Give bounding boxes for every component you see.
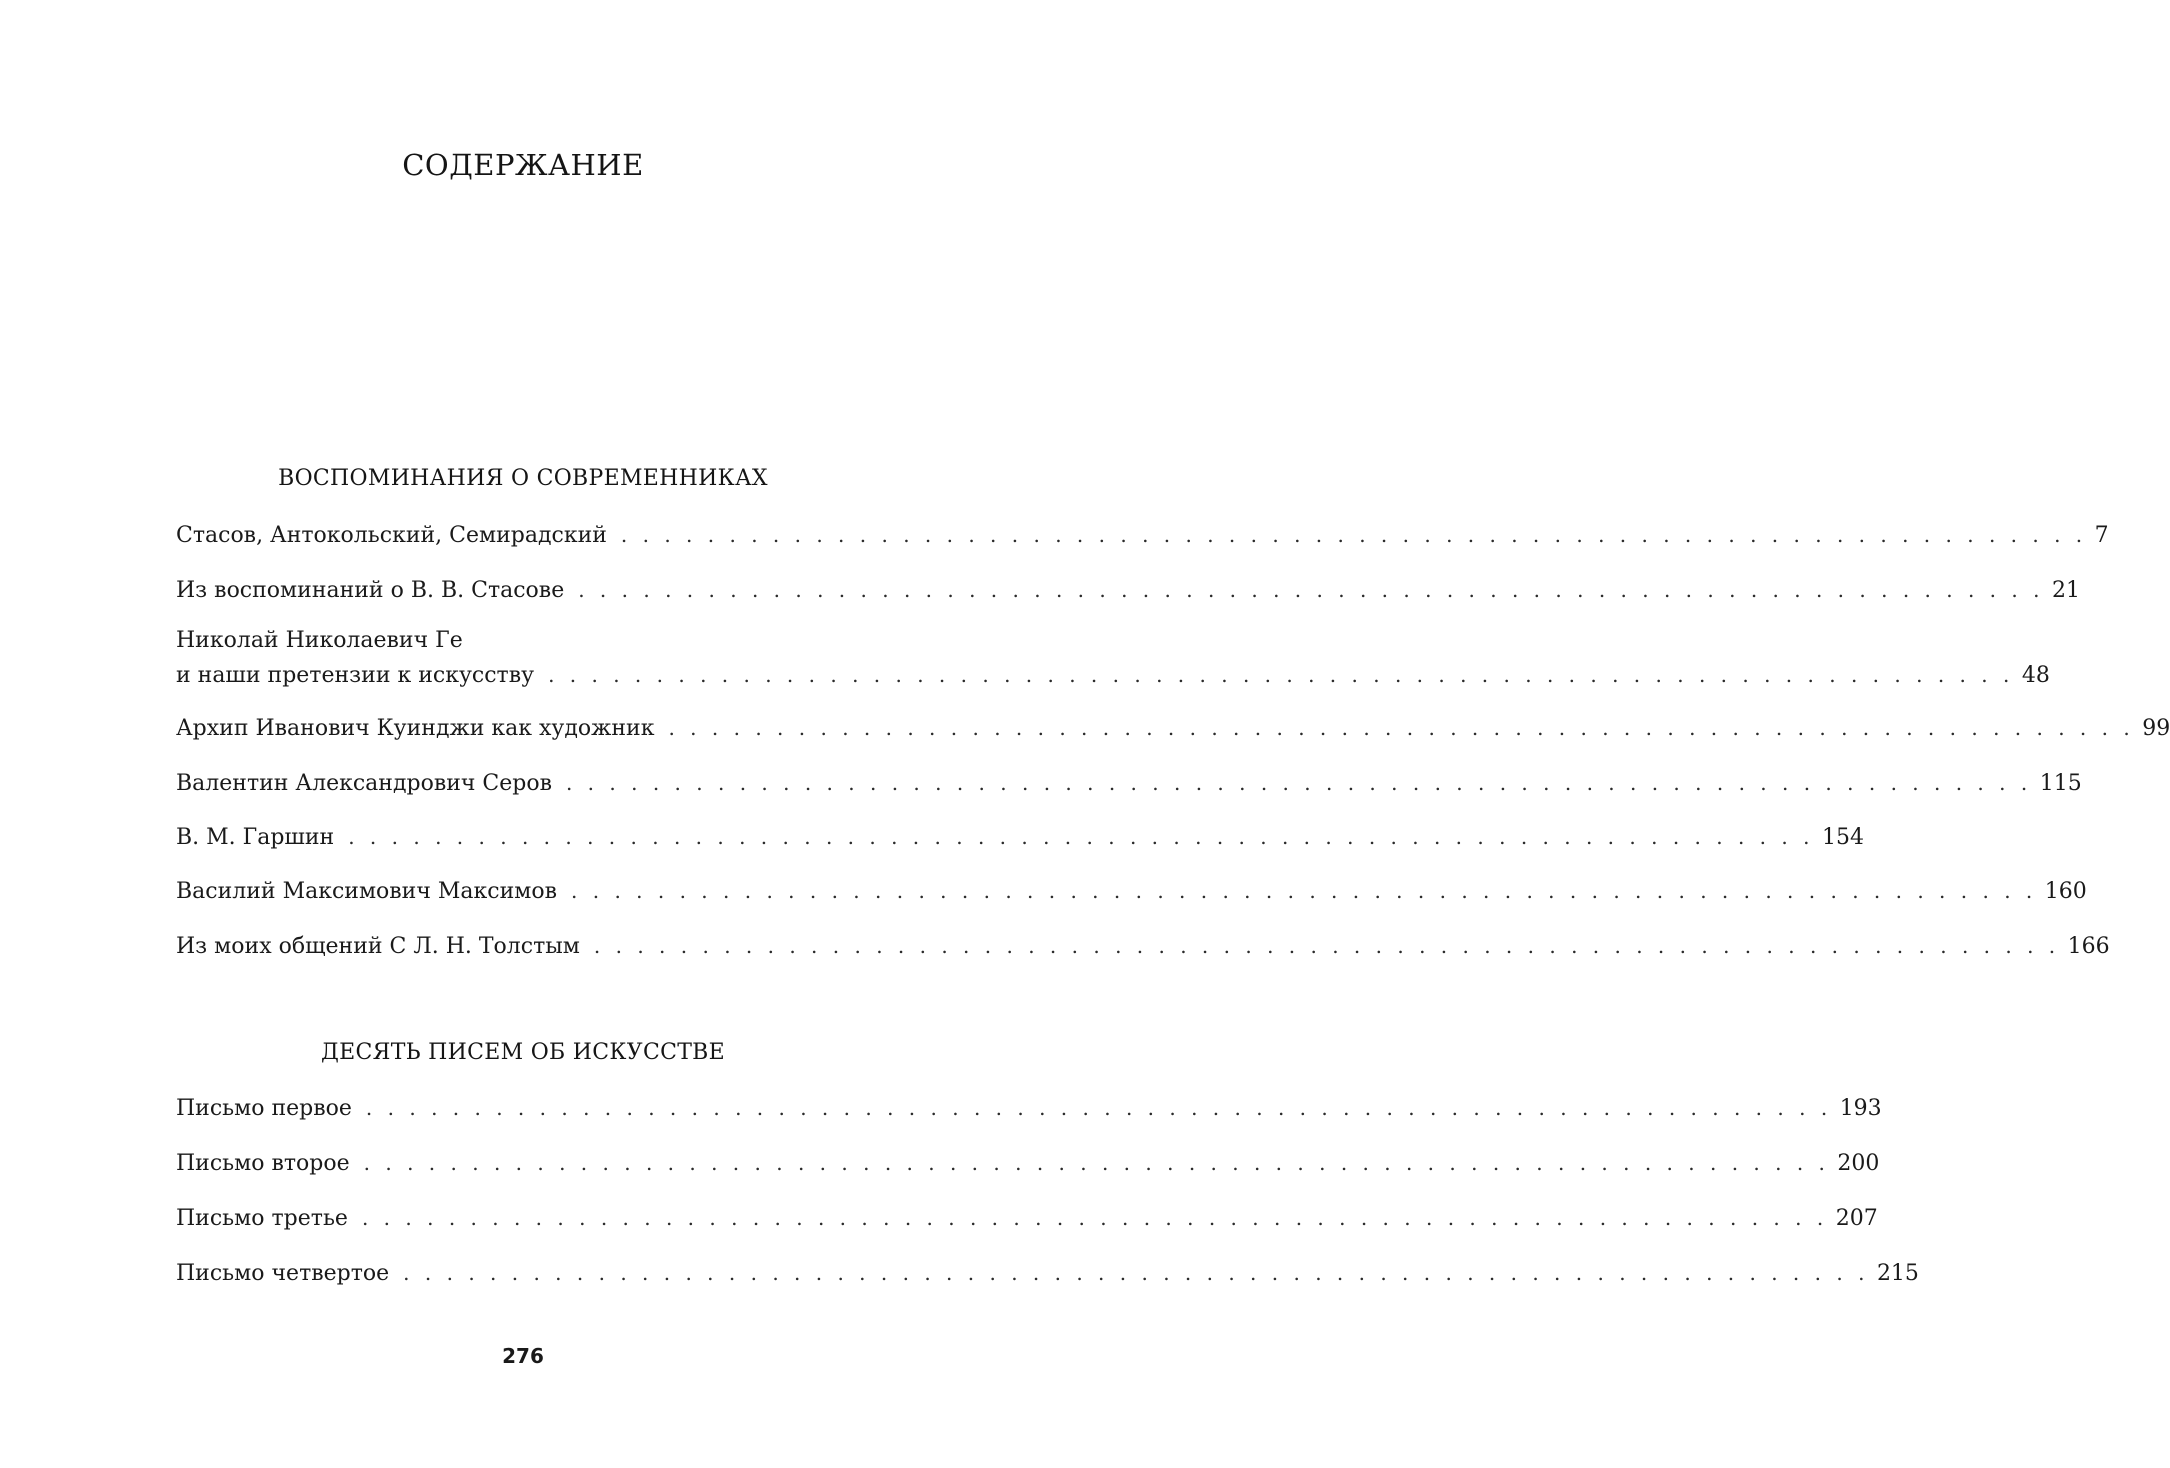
dot-leader: . . . . . . . . . . . . . . . . . . . . . . . . . . . . . . . . . . . . . . . . . . . . . . . . . . . . . . . . . . . . . . . . . . . . bbox=[578, 578, 2044, 602]
entry-page-number: 160 bbox=[2044, 879, 2087, 904]
toc-entry[interactable] bbox=[176, 1201, 1878, 1235]
entry-page-number: 154 bbox=[1821, 825, 1864, 850]
entry-title-line1: Николай Николаевич Ге bbox=[176, 628, 463, 653]
entry-page-number: 48 bbox=[2021, 663, 2050, 688]
entry-title: и наши претензии к искусству bbox=[176, 663, 535, 688]
dot-leader: . . . . . . . . . . . . . . . . . . . . . . . . . . . . . . . . . . . . . . . . . . . . . . . . . . . . . . . . . . . . . . . . . . . . bbox=[668, 716, 2135, 740]
entry-page-number: 200 bbox=[1837, 1151, 1880, 1176]
entry-title: В. М. Гаршин bbox=[176, 825, 335, 850]
entry-title: Письмо второе bbox=[176, 1151, 350, 1176]
toc-entry[interactable] bbox=[176, 1256, 1919, 1290]
entry-page-number: 166 bbox=[2067, 934, 2110, 959]
entry-title: Письмо третье bbox=[176, 1206, 348, 1231]
toc-entry[interactable] bbox=[176, 766, 2082, 800]
entry-page-number: 21 bbox=[2051, 578, 2080, 603]
toc-entry[interactable] bbox=[176, 518, 2109, 552]
section-heading-letters: ДЕСЯТЬ ПИСЕМ ОБ ИСКУССТВЕ bbox=[320, 1040, 726, 1065]
dot-leader: . . . . . . . . . . . . . . . . . . . . . . . . . . . . . . . . . . . . . . . . . . . . . . . . . . . . . . . . . . . . . . . . . . . . bbox=[571, 879, 2037, 903]
dot-leader: . . . . . . . . . . . . . . . . . . . . . . . . . . . . . . . . . . . . . . . . . . . . . . . . . . . . . . . . . . . . . . . . . . . . bbox=[348, 825, 1814, 849]
entry-page-number: 99 bbox=[2142, 716, 2170, 741]
dot-leader: . . . . . . . . . . . . . . . . . . . . . . . . . . . . . . . . . . . . . . . . . . . . . . . . . . . . . . . . . . . . . . . . . . . . bbox=[593, 934, 2060, 958]
entry-page-number: 7 bbox=[2094, 523, 2109, 548]
entry-page-number: 115 bbox=[2039, 771, 2082, 796]
entry-page-number: 215 bbox=[1876, 1261, 1919, 1286]
toc-entry[interactable] bbox=[176, 711, 2170, 745]
dot-leader: . . . . . . . . . . . . . . . . . . . . . . . . . . . . . . . . . . . . . . . . . . . . . . . . . . . . . . . . . . . . . . . . . . . . bbox=[565, 771, 2032, 795]
toc-entry[interactable] bbox=[176, 874, 2087, 908]
entry-page-number: 207 bbox=[1835, 1206, 1878, 1231]
toc-entry[interactable] bbox=[176, 929, 2110, 963]
dot-leader: . . . . . . . . . . . . . . . . . . . . . . . . . . . . . . . . . . . . . . . . . . . . . . . . . . . . . . . . . . . . . . . . . . . . bbox=[403, 1261, 1869, 1285]
dot-leader: . . . . . . . . . . . . . . . . . . . . . . . . . . . . . . . . . . . . . . . . . . . . . . . . . . . . . . . . . . . . . . . . . . . . bbox=[363, 1151, 1830, 1175]
section-heading-memoirs: ВОСПОМИНАНИЯ О СОВРЕМЕННИКАХ bbox=[278, 466, 768, 491]
dot-leader: . . . . . . . . . . . . . . . . . . . . . . . . . . . . . . . . . . . . . . . . . . . . . . . . . . . . . . . . . . . . . . . . . . . . bbox=[620, 523, 2087, 547]
entry-page-number: 193 bbox=[1839, 1096, 1882, 1121]
dot-leader: . . . . . . . . . . . . . . . . . . . . . . . . . . . . . . . . . . . . . . . . . . . . . . . . . . . . . . . . . . . . . . . . . . . . bbox=[365, 1096, 1832, 1120]
entry-title: Василий Максимович Максимов bbox=[176, 879, 558, 904]
dot-leader: . . . . . . . . . . . . . . . . . . . . . . . . . . . . . . . . . . . . . . . . . . . . . . . . . . . . . . . . . . . . . . . . . . . . bbox=[361, 1206, 1828, 1230]
toc-entry[interactable] bbox=[176, 624, 2050, 692]
toc-entry[interactable] bbox=[176, 1146, 1880, 1180]
footer-page-number: 276 bbox=[502, 1344, 544, 1368]
toc-entry[interactable] bbox=[176, 820, 1864, 854]
entry-title: Из моих общений С Л. Н. Толстым bbox=[176, 934, 580, 959]
dot-leader: . . . . . . . . . . . . . . . . . . . . . . . . . . . . . . . . . . . . . . . . . . . . . . . . . . . . . . . . . . . . . . . . . . . . bbox=[548, 663, 2014, 687]
toc-entry[interactable] bbox=[176, 573, 2080, 607]
entry-title: Стасов, Антокольский, Семирадский bbox=[176, 523, 607, 548]
page-title: СОДЕРЖАНИЕ bbox=[402, 148, 644, 182]
entry-title: Валентин Александрович Серов bbox=[176, 771, 552, 796]
entry-title: Из воспоминаний о В. В. Стасове bbox=[176, 578, 565, 603]
entry-title: Письмо четвертое bbox=[176, 1261, 390, 1286]
entry-title: Архип Иванович Куинджи как художник bbox=[176, 716, 655, 741]
entry-title: Письмо первое bbox=[176, 1096, 352, 1121]
toc-entry[interactable] bbox=[176, 1091, 1882, 1125]
